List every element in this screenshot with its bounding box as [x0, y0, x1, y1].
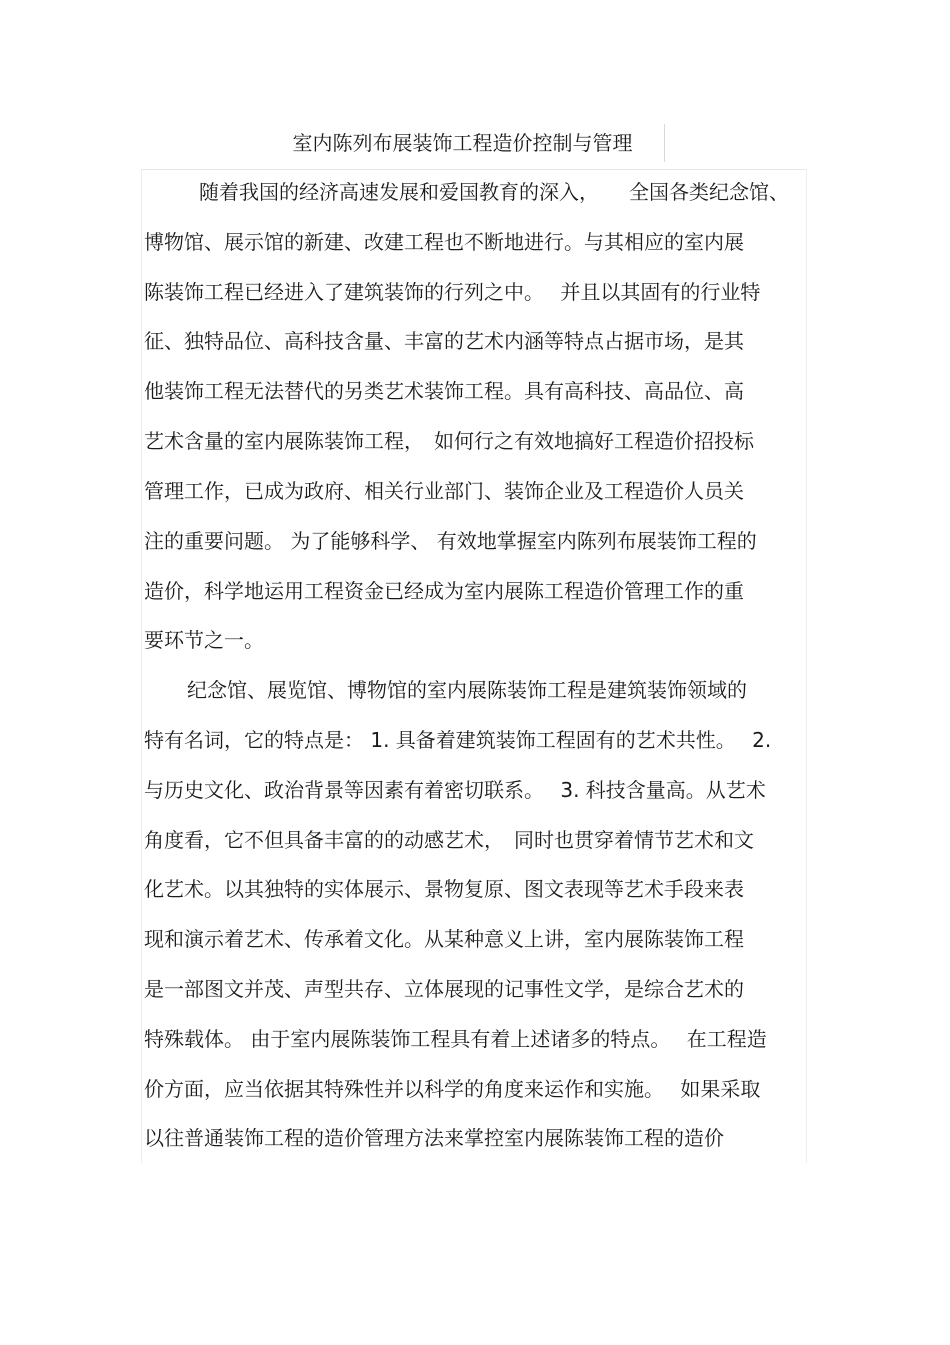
paragraph-1-line-3: 陈装饰工程已经进入了建筑装饰的行列之中。 并且以其固有的行业特: [144, 280, 761, 304]
paragraph-1-line-6: 艺术含量的室内展陈装饰工程， 如何行之有效地搞好工程造价招投标: [144, 429, 754, 453]
document-title: 室内陈列布展装饰工程造价控制与管理: [292, 131, 633, 155]
paragraph-1-line-2: 博物馆、展示馆的新建、改建工程也不断地进行。与其相应的室内展: [144, 230, 744, 254]
paragraph-1-line-9: 造价，科学地运用工程资金已经成为室内展陈工程造价管理工作的重: [144, 579, 744, 603]
paragraph-2-line-9: 价方面，应当依据其特殊性并以科学的角度来运作和实施。 如果采取: [144, 1077, 761, 1101]
page-frame: [141, 169, 807, 1163]
paragraph-2-line-3: 与历史文化、政治背景等因素有着密切联系。 3. 科技含量高。从艺术: [144, 778, 766, 802]
paragraph-2-line-6: 现和演示着艺术、传承着文化。从某种意义上讲，室内展陈装饰工程: [144, 927, 744, 951]
title-divider: [664, 124, 665, 162]
paragraph-1-line-5: 他装饰工程无法替代的另类艺术装饰工程。具有高科技、高品位、高: [144, 379, 744, 403]
paragraph-2-line-4: 角度看，它不但具备丰富的的动感艺术， 同时也贯穿着情节艺术和文: [144, 828, 754, 852]
paragraph-2-line-7: 是一部图文并茂、声型共存、立体展现的记事性文学，是综合艺术的: [144, 977, 744, 1001]
paragraph-1-line-1: 随着我国的经济高速发展和爱国教育的深入， 全国各类纪念馆、: [199, 180, 789, 204]
paragraph-1-line-8: 注的重要问题。 为了能够科学、 有效地掌握室内陈列布展装饰工程的: [144, 529, 757, 553]
paragraph-1-line-7: 管理工作，已成为政府、相关行业部门、装饰企业及工程造价人员关: [144, 479, 744, 503]
paragraph-2-line-8: 特殊载体。 由于室内展陈装饰工程具有着上述诸多的特点。 在工程造: [144, 1027, 767, 1051]
paragraph-2-line-2: 特有名词，它的特点是： 1. 具备着建筑装饰工程固有的艺术共性。 2.: [144, 728, 772, 752]
paragraph-2-line-1: 纪念馆、展览馆、博物馆的室内展陈装饰工程是建筑装饰领域的: [187, 678, 747, 702]
paragraph-1-line-4: 征、独特品位、高科技含量、丰富的艺术内涵等特点占据市场，是其: [144, 329, 744, 353]
paragraph-2-line-5: 化艺术。以其独特的实体展示、景物复原、图文表现等艺术手段来表: [144, 877, 744, 901]
paragraph-2-line-10: 以往普通装饰工程的造价管理方法来掌控室内展陈装饰工程的造价: [144, 1126, 724, 1150]
paragraph-1-line-10: 要环节之一。: [144, 628, 264, 652]
